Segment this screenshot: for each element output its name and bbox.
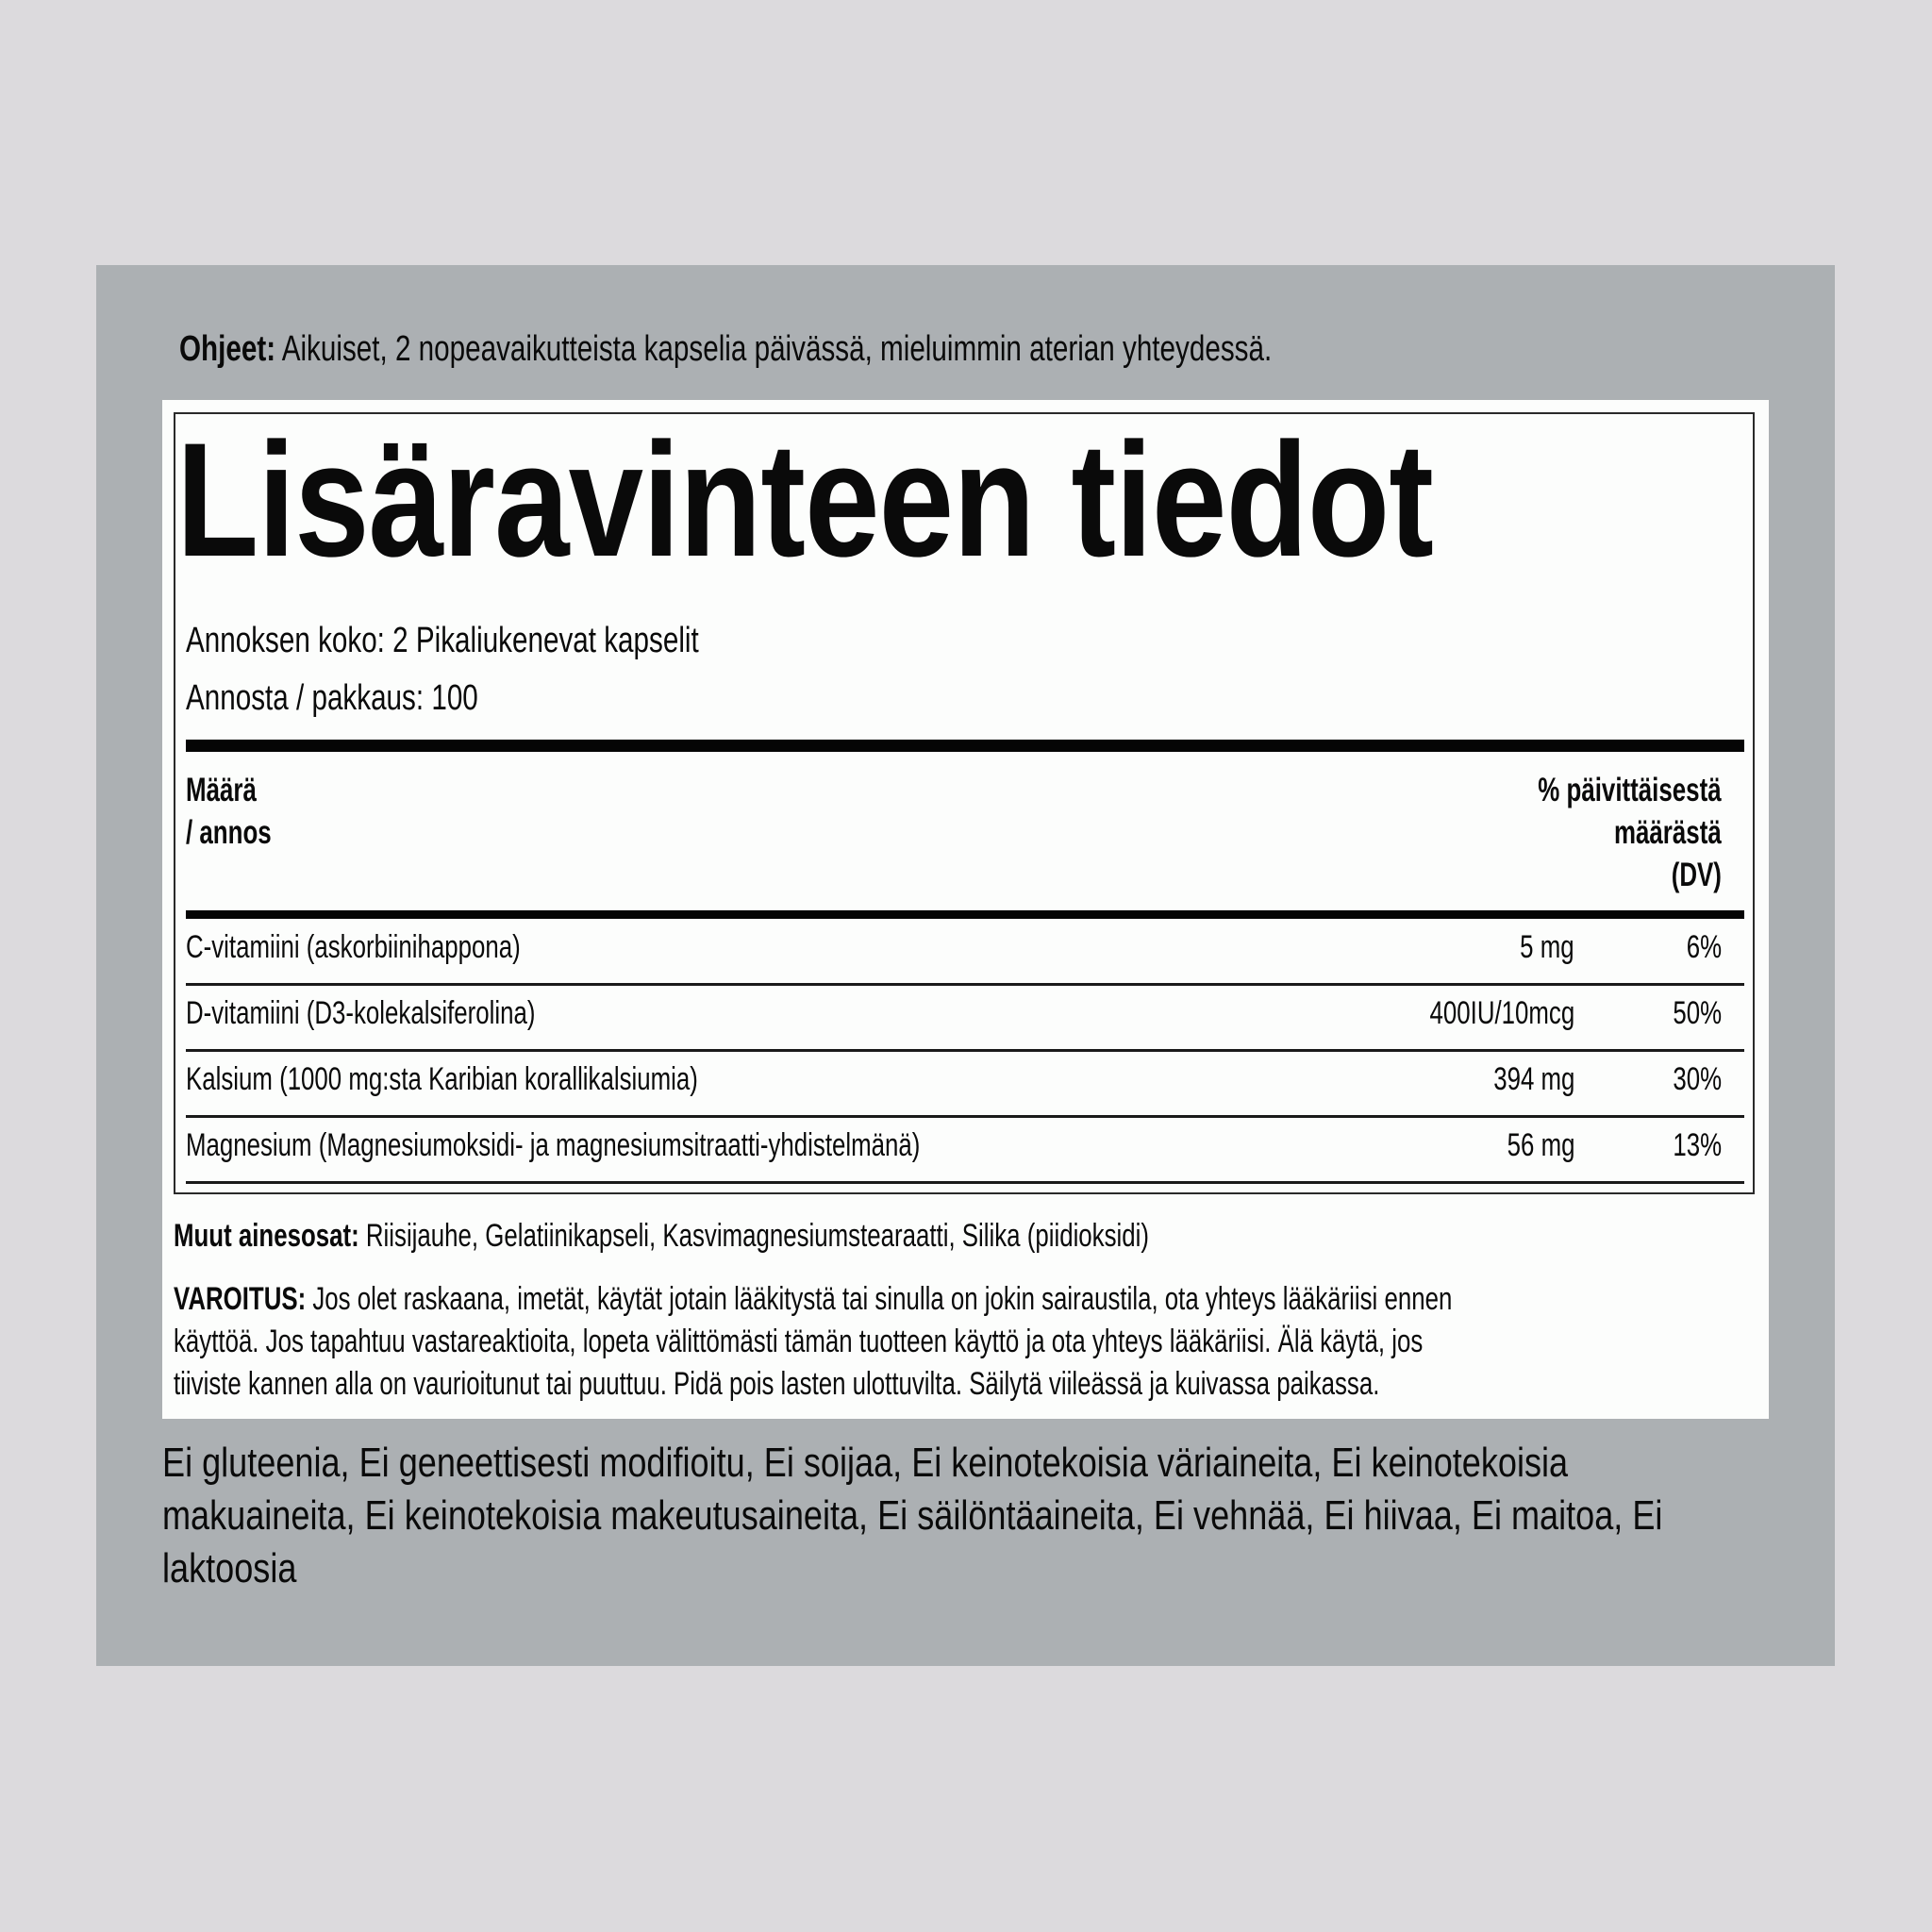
header-dv-line3: (DV) — [1671, 857, 1722, 893]
facts-title-text: Lisäravinteen tiedot — [176, 409, 1434, 591]
serving-size-text: Annoksen koko: 2 Pikaliukenevat kapselit — [186, 621, 699, 660]
free-from-line2: makuaineita, Ei keinotekoisia makeutusaineita, Ei säilöntäaineita, Ei vehnää, Ei hiivaa, Ei maitoa, Ei — [162, 1492, 1663, 1539]
nutrient-amount: 400IU/10mcg — [1429, 995, 1574, 1031]
thick-divider-header — [186, 910, 1744, 919]
header-amount-line2: / annos — [186, 814, 272, 851]
nutrient-dv: 13% — [1673, 1127, 1722, 1163]
row-divider — [186, 1115, 1744, 1118]
nutrient-dv: 6% — [1686, 929, 1722, 965]
warning-label: VAROITUS: — [174, 1281, 307, 1317]
nutrient-name: C-vitamiini (askorbiinihappona) — [186, 929, 521, 965]
row-divider — [186, 1049, 1744, 1052]
nutrient-amount: 5 mg — [1520, 929, 1574, 965]
header-amount-line1: Määrä — [186, 772, 257, 808]
directions-label: Ohjeet: — [179, 329, 276, 369]
nutrient-dv: 50% — [1673, 995, 1722, 1031]
nutrient-name: Magnesium (Magnesiumoksidi- ja magnesiumsitraatti-yhdistelmänä) — [186, 1127, 921, 1163]
free-from-line3: laktoosia — [162, 1545, 297, 1591]
servings-per-container-text: Annosta / pakkaus: 100 — [186, 678, 478, 718]
nutrient-name: D-vitamiini (D3-kolekalsiferolina) — [186, 995, 536, 1031]
servings-per-container — [186, 675, 560, 721]
nutrient-name: Kalsium (1000 mg:sta Karibian korallikalsiumia) — [186, 1061, 698, 1097]
header-dv-line1: % päivittäisestä — [1538, 772, 1722, 808]
other-ingredients-text: Riisijauhe, Gelatiinikapseli, Kasvimagnesiumstearaatti, Silika (piidioksidi) — [358, 1218, 1149, 1254]
nutrient-dv: 30% — [1673, 1061, 1722, 1097]
facts-title — [176, 409, 1690, 591]
row-divider — [186, 1181, 1744, 1184]
nutrient-amount: 394 mg — [1492, 1061, 1574, 1097]
warning-line1: VAROITUS: Jos olet raskaana, imetät, käytät jotain lääkitystä tai sinulla on jokin sairaustila, ota yhteys lääkäriisi ennen — [174, 1281, 1453, 1317]
warning-line3: tiiviste kannen alla on vaurioitunut tai puuttuu. Pidä pois lasten ulottuvilta. Säilytä viileässä ja kuivassa paikassa. — [174, 1366, 1380, 1402]
row-divider — [186, 983, 1744, 986]
other-ingredients — [174, 1215, 1457, 1257]
directions — [179, 326, 1580, 372]
nutrient-amount: 56 mg — [1507, 1127, 1574, 1163]
thick-divider-top — [186, 740, 1744, 752]
other-ingredients-label: Muut ainesosat: — [174, 1218, 359, 1254]
free-from-line1: Ei gluteenia, Ei geneettisesti modifioitu, Ei soijaa, Ei keinotekoisia väriaineita, Ei keinotekoisia — [162, 1440, 1569, 1486]
directions-text: Aikuiset, 2 nopeavaikutteista kapselia päivässä, mieluimmin aterian yhteydessä. — [275, 329, 1273, 369]
serving-size — [186, 618, 843, 663]
header-dv-line2: määrästä — [1614, 814, 1722, 851]
warning-line2: käyttöä. Jos tapahtuu vastareaktioita, lopeta välittömästi tämän tuotteen käyttö ja ota yhteys lääkäriisi. Älä käytä, jos — [174, 1324, 1424, 1359]
